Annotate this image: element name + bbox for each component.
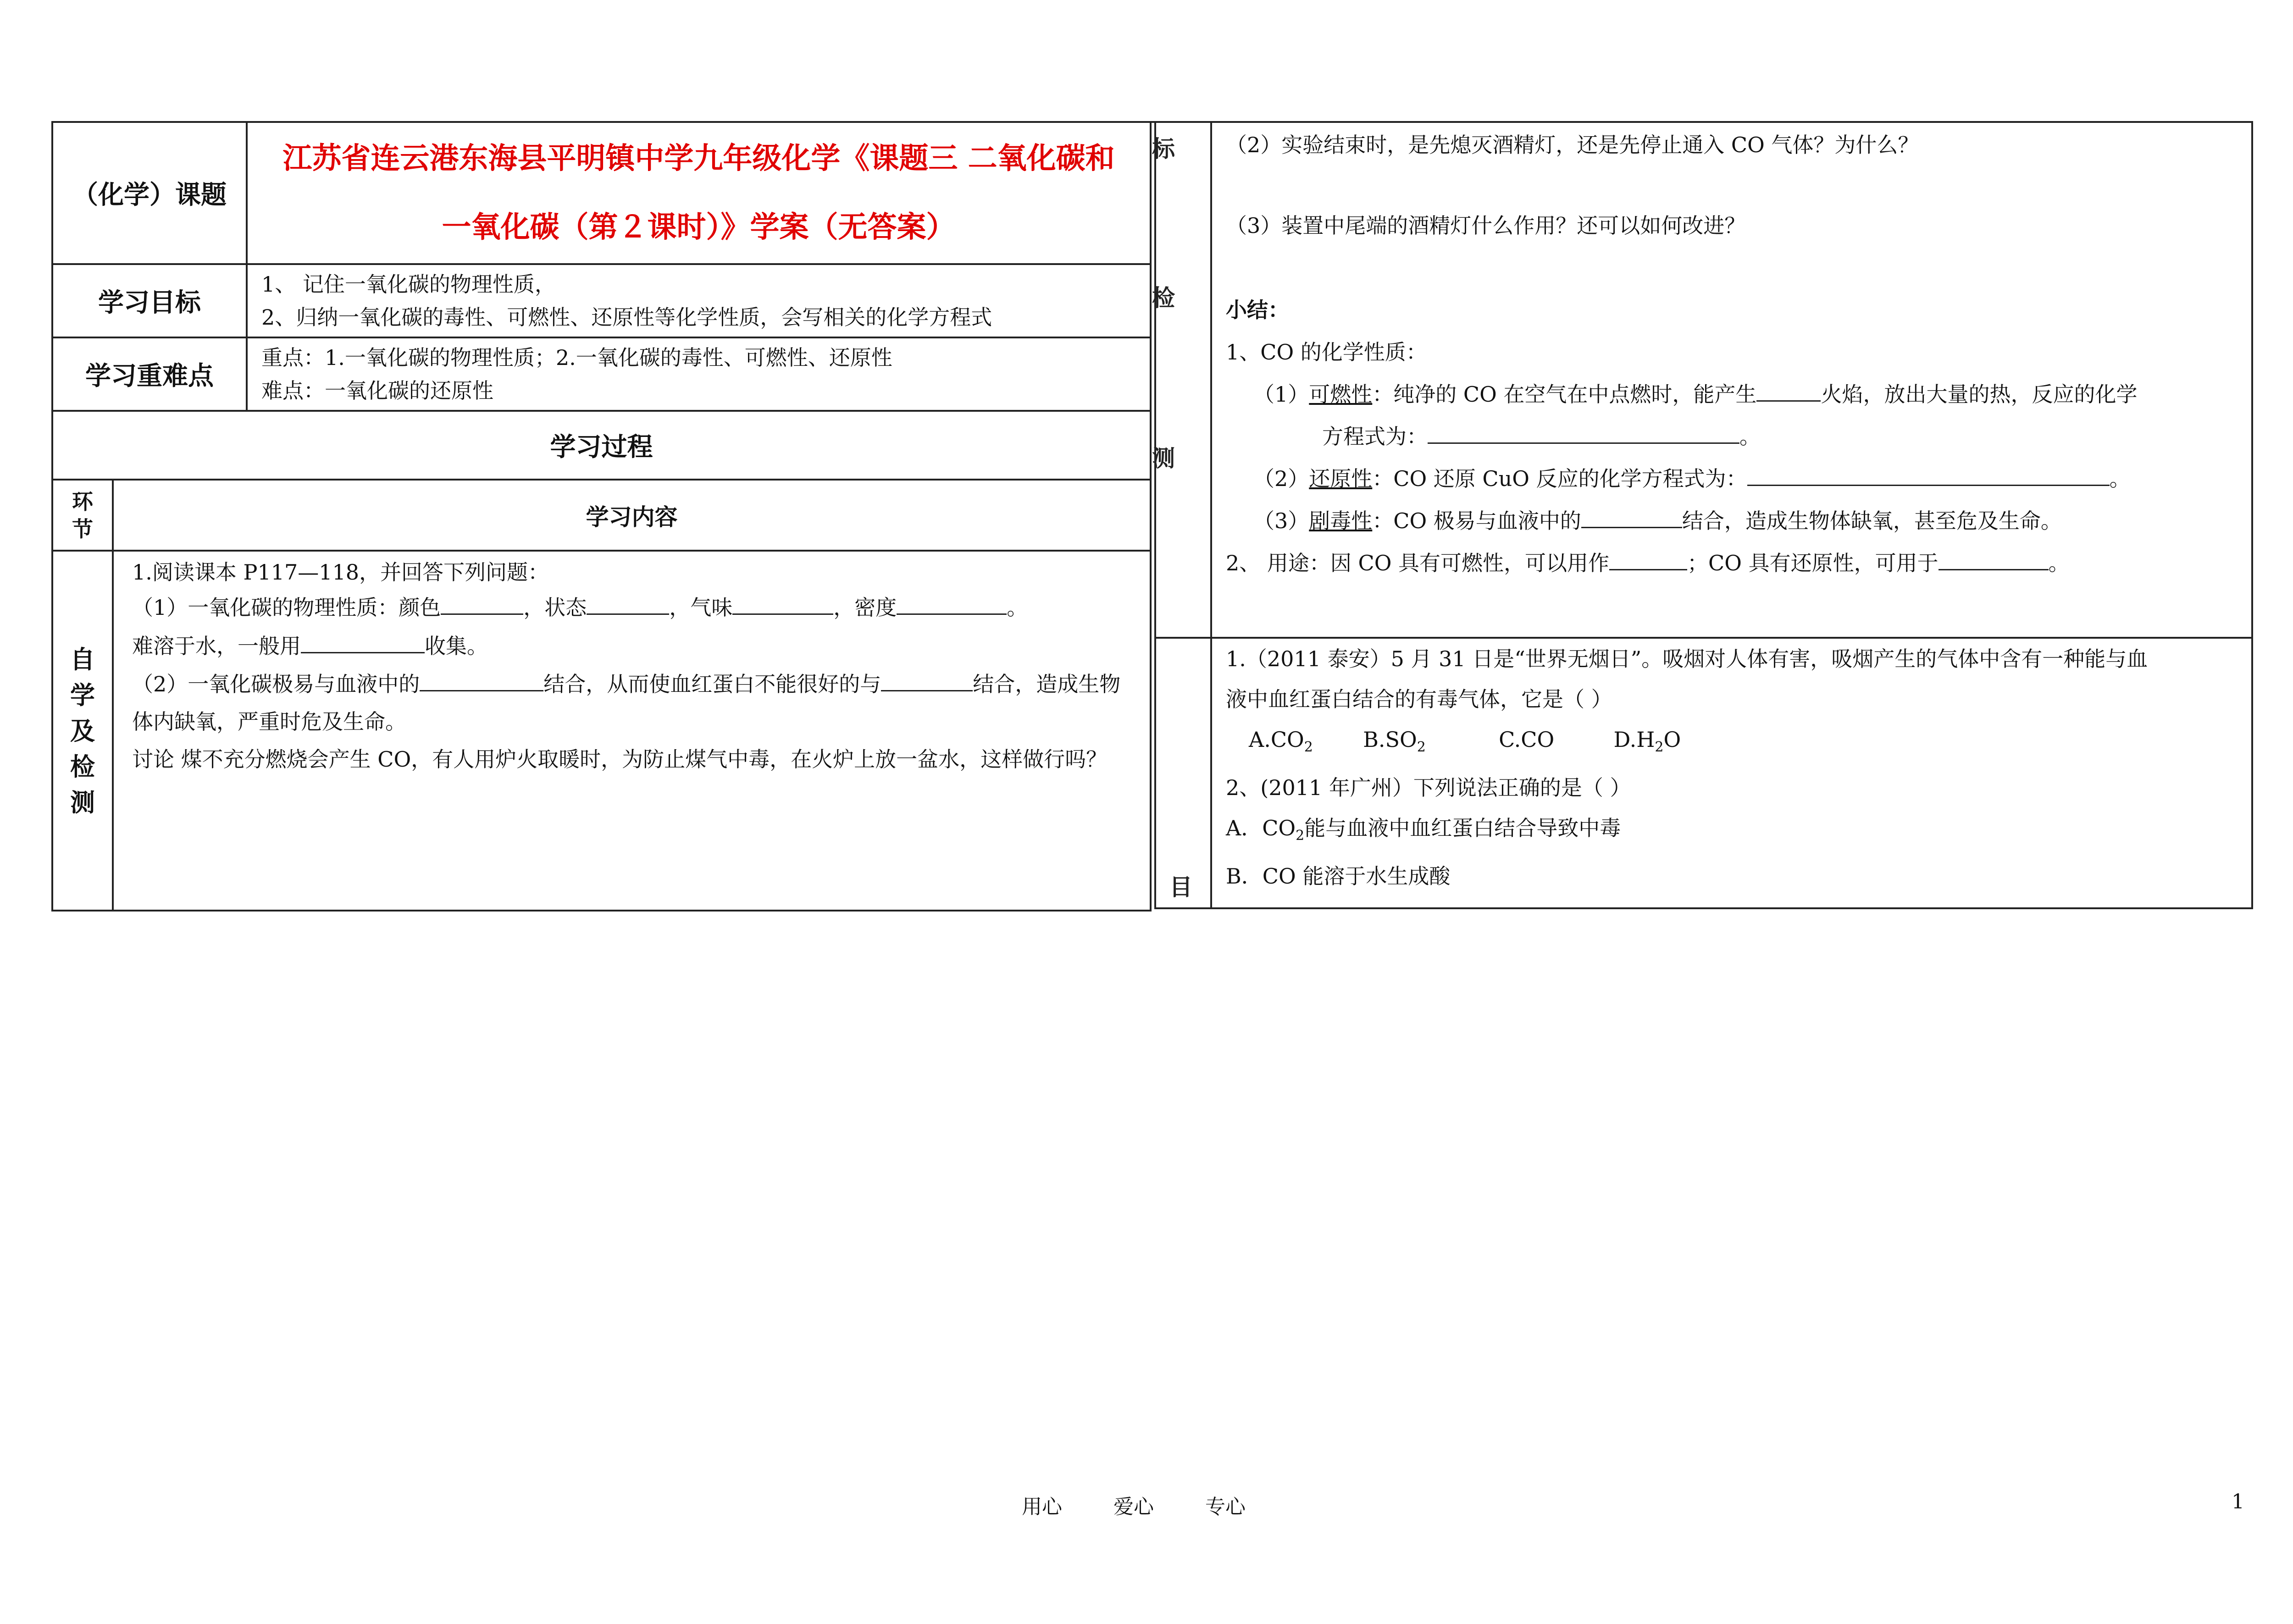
blank-bind-target[interactable] [881,669,973,691]
page-number: 1 [2232,1490,2244,1514]
summary-key-term: 还原性 [1309,466,1373,491]
footer-motto-3: 专心 [1205,1495,1246,1519]
practice-q2-option-b[interactable]: B．CO 能溶于水生成酸 [1226,864,1451,889]
right-study-table [1154,121,2253,909]
summary-text: 。 [2048,551,2070,575]
fragment-char: 标 [1152,135,1175,162]
blank-color[interactable] [441,592,523,615]
process-label: 学习过程 [52,411,1151,480]
fragment-char: 测 [1152,445,1175,472]
summary-uses [1226,542,2242,584]
summary-text: 火焰，放出大量的热，反应的化学 [1821,382,2138,407]
stage-self-study [52,551,113,911]
blank-collection-method[interactable] [301,631,425,653]
discussion-question: 讨论 煤不充分燃烧会产生 CO，有人用炉火取暖时，为防止煤气中毒，在火炉上放一盆水，这样做行吗？ [132,747,1108,772]
summary-text: ：CO 还原 CuO 反应的化学方程式为： [1372,466,1747,491]
blank-flame-color[interactable] [1756,379,1821,402]
difficulty-line: 难点：一氧化碳的还原性 [261,378,493,403]
blank-reduction-equation[interactable] [1747,464,2110,486]
stage-char: 检 [70,751,95,781]
practice-q1-line2: 液中血红蛋白结合的有毒气体，它是（ ） [1226,687,1612,712]
summary-reducibility [1226,458,2242,500]
summary-text: ：纯净的 CO 在空气在中点燃时，能产生 [1372,382,1757,407]
stage-char: 学 [70,680,95,710]
summary-text: 结合，造成生物体缺氧，甚至危及生命。 [1682,508,2062,533]
self-study-content [113,551,1151,911]
goals-label: 学习目标 [52,264,247,337]
question-tail-lamp: （3）装置中尾端的酒精灯什么作用？还可以如何改进？ [1226,213,1746,238]
stage-char: 及 [70,716,95,746]
lesson-title-line1: 江苏省连云港东海县平明镇中学九年级化学《课题三 二氧化碳和 [282,141,1115,176]
q2-text: 结合，造成生物体内缺氧，严重时危及生命。 [132,672,1121,734]
summary-text: ；CO 具有还原性，可用于 [1687,551,1939,575]
blank-use-fuel[interactable] [1609,548,1687,570]
summary-text: ：CO 极易与血液中的 [1372,508,1581,533]
summary-label: 小结： [1226,298,1289,322]
blank-use-metallurgy[interactable] [1939,548,2049,570]
stage-char: 测 [70,787,95,817]
column-content-header: 学习内容 [113,480,1151,551]
practice-q2: 2、(2011 年广州）下列说法正确的是（ ） [1226,775,1631,801]
experiment-summary-content [1211,122,2252,638]
stage-char: 自 [70,644,95,674]
summary-text: 。 [1739,424,1761,449]
blank-odor[interactable] [732,592,833,615]
q2-text: （2）一氧化碳极易与血液中的 [132,672,420,696]
q1-text: （1）一氧化碳的物理性质：颜色 [132,595,441,620]
q1-text: ，状态 [523,595,587,620]
summary-flammability [1226,373,2242,415]
lesson-title-line2: 一氧化碳（第２课时）》学案（无答案） [442,210,956,244]
question-physical-properties [132,588,1139,627]
reading-instruction: 1.阅读课本 P117—118，并回答下列问题： [132,560,549,585]
summary-chemical-properties: 1、CO 的化学性质： [1226,340,1427,365]
right-stage-column-top [1155,122,1211,638]
goal-item: 2、归纳一氧化碳的毒性、可燃性、还原性等化学性质，会写相关的化学方程式 [261,305,992,330]
subject-label: （化学）课题 [52,122,247,264]
fragment-char: 检 [1152,284,1175,311]
practice-q1-line1: 1.（2011 泰安）5 月 31 日是“世界无烟日”。吸烟对人体有害，吸烟产生的气体中含有一种能与血 [1226,646,2148,671]
practice-q1-options [1226,719,2242,768]
column-stage-text: 环节 [72,489,93,541]
lesson-title [247,122,1151,264]
summary-text: 方程式为： [1322,424,1428,449]
column-stage-header [52,480,113,551]
left-study-table [51,121,1152,911]
summary-num: （1） [1253,382,1309,407]
summary-toxicity [1226,500,2242,542]
option-d[interactable]: $D.H_2O$ [1613,727,1681,756]
q1-text: 难溶于水，一般用 [132,634,301,658]
question-toxicity [132,665,1139,740]
blank-density[interactable] [897,592,1007,615]
blank-state[interactable] [587,592,669,615]
question-experiment-end: （2）实验结束时，是先熄灭酒精灯，还是先停止通入 CO 气体？为什么？ [1226,133,1919,157]
practice-q2-option-a[interactable]: A．$CO_2$能与血液中血红蛋白结合导致中毒 [1226,816,1621,844]
fragment-char: 目 [1169,873,1192,900]
summary-flammability-equation [1226,415,2242,458]
practice-content [1211,638,2252,908]
footer-motto-2: 爱心 [1113,1495,1154,1519]
q1-text: 。 [1007,595,1028,620]
summary-key-term: 剧毒性 [1309,508,1373,533]
q2-text: 结合，从而使血红蛋白不能很好的与 [543,672,881,696]
option-a[interactable]: $A.CO_2$ [1249,727,1313,756]
option-b[interactable]: $B.SO_2$ [1363,727,1426,756]
right-stage-column-bottom [1155,638,1211,908]
blank-combustion-equation[interactable] [1428,421,1739,444]
question-collection [132,627,1139,665]
summary-num: （2） [1253,466,1309,491]
footer-motto-1: 用心 [1022,1495,1062,1519]
option-c[interactable]: C.CO [1499,727,1555,752]
goal-item: 1、 记住一氧化碳的物理性质， [261,272,556,297]
q1-text: 收集。 [425,634,488,658]
summary-num: （3） [1253,508,1309,533]
q1-text: ，气味 [669,595,733,620]
key-points-label: 学习重难点 [52,337,247,411]
key-point-line: 重点：1.一氧化碳的物理性质；2.一氧化碳的毒性、可燃性、还原性 [261,345,892,370]
summary-text: 2、 用途：因 CO 具有可燃性，可以用作 [1226,551,1610,575]
summary-text: 。 [2109,466,2131,491]
blank-blood-binding[interactable] [1581,506,1682,528]
summary-key-term: 可燃性 [1309,382,1373,407]
key-points-content [247,337,1151,411]
blank-blood-component[interactable] [420,669,543,691]
goals-content [247,264,1151,337]
q1-text: ，密度 [833,595,897,620]
